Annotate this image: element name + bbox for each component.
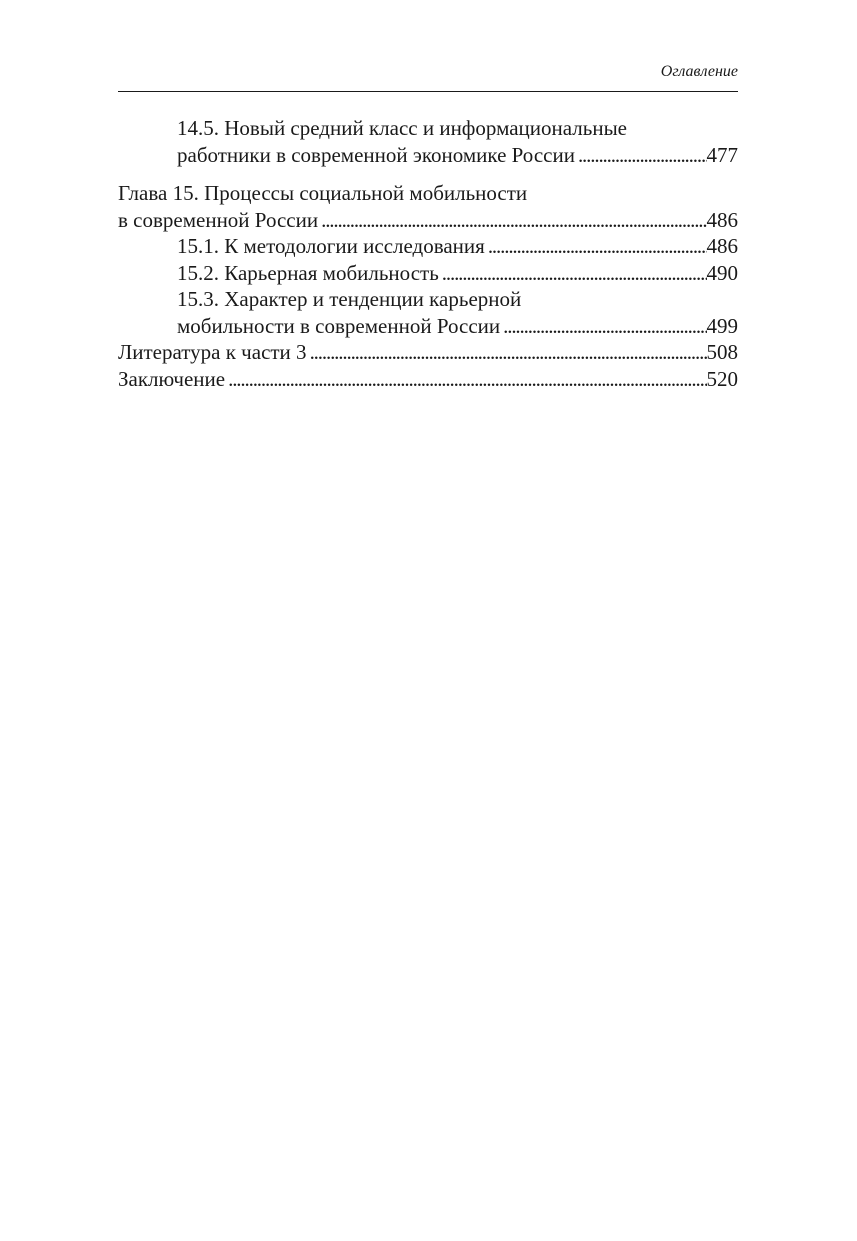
toc-entry-literature-part-3[interactable] [118,339,738,366]
toc-page-number: 499 [706,313,738,338]
dot-leader [318,207,706,234]
toc-entry-title-line: 15.1. К методологии исследования [177,234,485,258]
toc-entry-leader-line [177,313,738,340]
toc-entry-title-line: 15.3. Характер и тенденции карьерной [177,287,522,311]
toc-entry-title-line: работники в современной экономике России [177,142,575,167]
dot-leader [500,313,706,340]
toc-entry-title-line: Заключение [118,366,226,391]
header-rule [118,91,738,92]
toc-entry-leader-line [118,339,738,366]
running-head: Оглавление [660,63,738,80]
toc-page-number: 486 [706,234,738,258]
toc-entry-leader-line [177,233,738,260]
toc-entry-title-line: мобильности в современной России [177,313,501,338]
dot-leader [307,339,707,366]
dot-leader [225,366,706,393]
toc-entry-leader-line [177,142,738,169]
toc-entry-title-line: Глава 15. Процессы социальной мобильности [118,181,528,205]
toc-entry-15-2[interactable] [118,260,738,287]
table-of-contents [118,115,738,392]
toc-entry-15-1[interactable] [118,233,738,260]
toc-page-number: 486 [706,207,738,232]
toc-page-number: 477 [706,142,738,167]
toc-entry-title-line: 14.5. Новый средний класс и информациональные [177,116,628,140]
toc-entry-title-line: в современной России [118,207,319,232]
toc-entry-15-3[interactable] [118,286,738,339]
toc-page-number: 520 [706,366,738,391]
dot-leader [575,142,707,169]
toc-entry-leader-line [177,260,738,287]
toc-entry-conclusion[interactable] [118,366,738,393]
dot-leader [439,260,707,287]
toc-entry-title-line: Литература к части 3 [118,340,307,364]
toc-entry-leader-line [118,207,738,234]
toc-page-number: 508 [706,340,738,364]
toc-entry-chapter-15[interactable] [118,180,738,233]
toc-entry-14-5[interactable] [118,115,738,168]
toc-entry-leader-line [118,366,738,393]
dot-leader [485,233,707,260]
toc-entry-title-line: 15.2. Карьерная мобильность [177,260,439,285]
toc-page-number: 490 [706,260,738,285]
